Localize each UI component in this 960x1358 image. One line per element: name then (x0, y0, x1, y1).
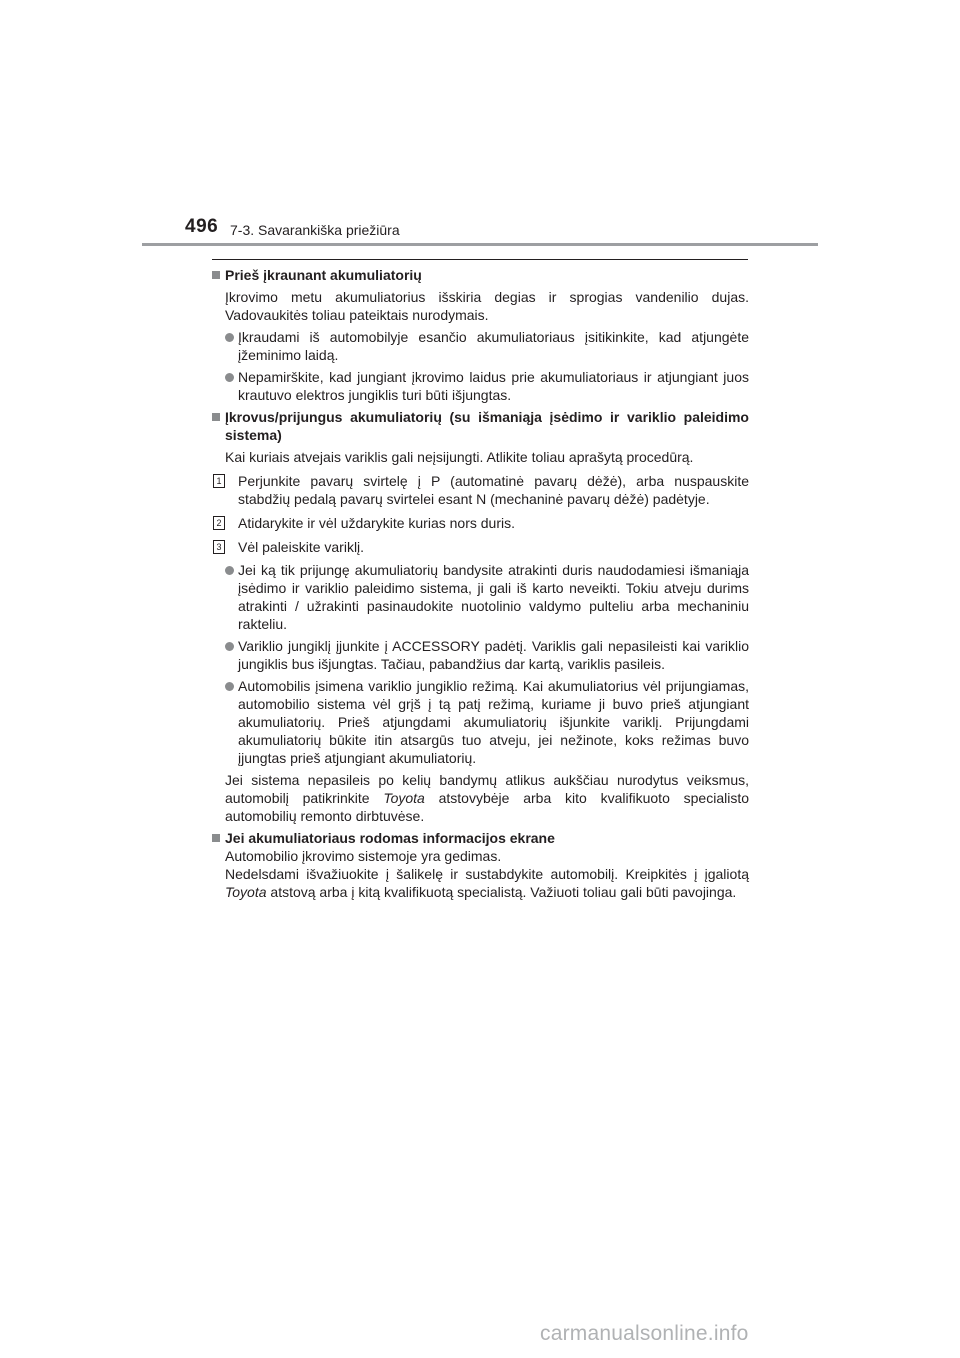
round-bullet-icon (225, 566, 234, 575)
paragraph-text: Nedelsdami išvažiuokite į šalikelę ir sustabdykite automobilį. Kreipkitės į įgaliotą (225, 866, 749, 882)
section-title: 7-3. Savarankiška priežiūra (230, 222, 400, 238)
round-bullet-icon (225, 333, 234, 342)
list-item-text: Automobilis įsimena variklio jungiklio režimą. Kai akumuliatorius vėl prijungiamas, automobilio sistema vėl grįš į tą patį režimą, kuriame ji buvo prieš atjungiant akumuliatorių. Prieš atjungdami akumuliatorių išjunkite variklį. Prijungdami akumuliatorių būkite itin atsargūs tuo atveju, jei nežinote, koks režimas buvo įjungtas prieš atjungiant akumuliatorių. (238, 678, 749, 766)
paragraph: Kai kuriais atvejais variklis gali neįsijungti. Atlikite toliau aprašytą procedūrą. (225, 449, 694, 465)
section-heading (212, 829, 749, 847)
step-text: Vėl paleiskite variklį. (238, 539, 365, 555)
square-bullet-icon (212, 271, 220, 279)
heading-text: Jei akumuliatoriaus rodomas informacijos ekrane (225, 830, 555, 846)
step-item (212, 514, 749, 532)
paragraph: Įkrovimo metu akumuliatorius išskiria degias ir sprogias vandenilio dujas. Vadovaukitės toliau pateiktais nurodymais. (225, 289, 749, 323)
page-content (212, 266, 749, 901)
list-item (212, 637, 749, 673)
heading-text: Įkrovus/prijungus akumuliatorių (su išmaniąja įsėdimo ir variklio paleidimo sistema) (225, 409, 749, 443)
step-text: Atidarykite ir vėl uždarykite kurias nors duris. (238, 515, 515, 531)
list-item-text: Įkraudami iš automobilyje esančio akumuliatoriaus įsitikinkite, kad atjungėte įžeminimo laidą. (238, 329, 749, 363)
round-bullet-icon (225, 642, 234, 651)
step-item (212, 538, 749, 556)
paragraph-text: Jei sistema nepasileis po kelių bandymų atlikus aukščiau nurodytus veiksmus, automobilį patikrinkite (225, 772, 749, 806)
content-top-rule (212, 259, 748, 260)
brand-name: Toyota (383, 790, 425, 806)
paragraph-text: atstovą arba į kitą kvalifikuotą specialistą. Važiuoti toliau gali būti pavojinga. (266, 884, 737, 900)
square-bullet-icon (212, 834, 220, 842)
brand-name: Toyota (225, 884, 267, 900)
list-item (212, 328, 749, 364)
list-item-text: Jei ką tik prijungę akumuliatorių bandysite atrakinti duris naudodamiesi išmaniąja įsėdimo ir variklio paleidimo sistema, ji gali iš karto neveikti. Tokiu atveju durims atrakinti / užrakinti pasinaudokite nuotolinio valdymo pulteliu arba mechaniniu rakteliu. (238, 562, 749, 632)
page-header (0, 0, 960, 250)
round-bullet-icon (225, 373, 234, 382)
step-item (212, 472, 749, 508)
step-number: 3 (213, 540, 225, 554)
paragraph-text: atstovybėje arba kito kvalifikuoto specialisto automobilių remonto dirbtuvėse. (225, 790, 749, 824)
round-bullet-icon (225, 682, 234, 691)
paragraph (212, 771, 749, 825)
list-item-text: Nepamirškite, kad jungiant įkrovimo laidus prie akumuliatoriaus ir atjungiant juos krautuvo elektros jungiklis turi būti išjungtas. (238, 369, 749, 403)
watermark: carmanualsonline.info (540, 1322, 749, 1345)
paragraph: Automobilio įkrovimo sistemoje yra gedimas. (225, 848, 502, 864)
header-rule (142, 243, 818, 246)
square-bullet-icon (212, 413, 220, 421)
paragraph (212, 865, 749, 901)
heading-text: Prieš įkraunant akumuliatorių (225, 267, 422, 283)
list-item (212, 561, 749, 633)
list-item (212, 368, 749, 404)
step-number: 2 (213, 516, 225, 530)
section-heading (212, 408, 749, 444)
list-item (212, 677, 749, 767)
step-text: Perjunkite pavarų svirtelę į P (automatinė pavarų dėžė), arba nuspauskite stabdžių pedalą pavarų svirtelei esant N (mechaninė pavarų dėžė) padėtyje. (238, 473, 749, 507)
step-number: 1 (213, 474, 225, 488)
section-heading (212, 266, 749, 284)
list-item-text: Variklio jungiklį įjunkite į ACCESSORY padėtį. Variklis gali nepasileisti kai variklio jungiklis bus išjungtas. Tačiau, pabandžius dar kartą, variklis pasileis. (238, 638, 749, 672)
page-number: 496 (185, 216, 219, 237)
